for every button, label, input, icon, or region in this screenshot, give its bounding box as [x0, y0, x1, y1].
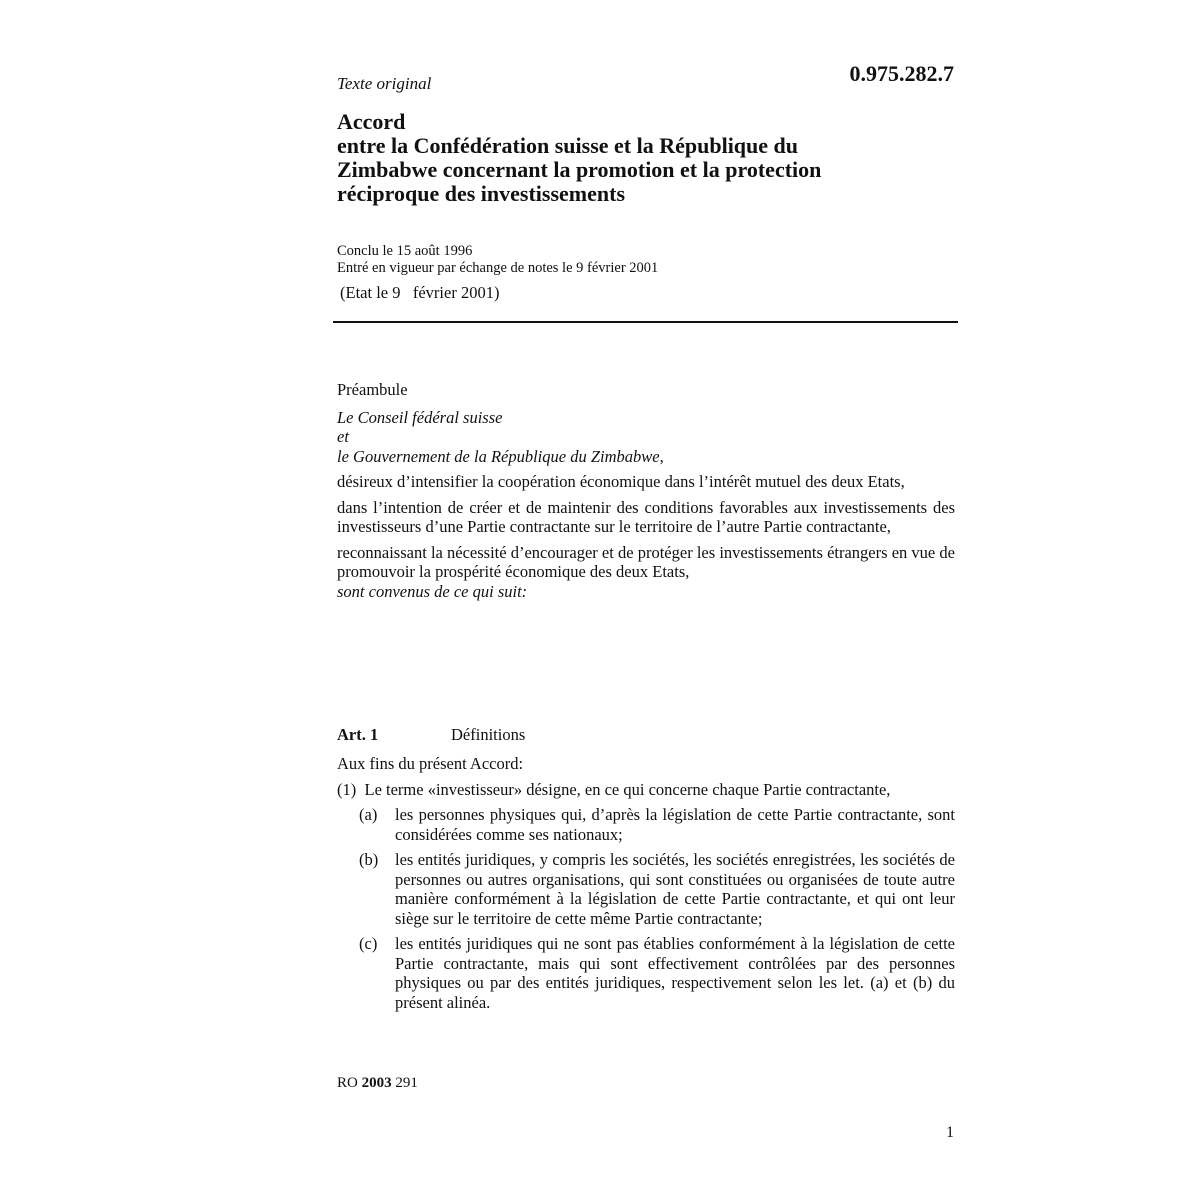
preamble-closing: sont convenus de ce qui suit:	[337, 581, 528, 601]
document-origin-label: Texte original	[337, 74, 432, 93]
list-item-label: (a)	[359, 805, 378, 824]
list-item-text: les personnes physiques qui, d’après la législation de cette Partie contractante, sont considérées comme ses nationaux;	[395, 805, 955, 844]
title-line: entre la Confédération suisse et la République du	[337, 133, 799, 158]
list-item-label: (c)	[359, 934, 378, 953]
preamble-paragraph: reconnaissant la nécessité d’encourager et de protéger les investissements étrangers en vue de promouvoir la prospérité économique des deux Etats,	[337, 542, 955, 581]
list-item	[337, 934, 955, 1012]
preamble-heading: Préambule	[337, 380, 408, 399]
party-one: Le Conseil fédéral suisse	[337, 407, 503, 427]
preamble-section	[337, 380, 955, 601]
page-number: 1	[946, 1124, 954, 1141]
article-number: Art. 1	[337, 725, 379, 744]
document-title	[337, 110, 957, 206]
list-item	[337, 805, 955, 844]
title-line: réciproque des investissements	[337, 181, 626, 206]
article-heading	[337, 725, 525, 745]
article-body	[337, 754, 955, 1012]
preamble-paragraph: dans l’intention de créer et de maintenir des conditions favorables aux investissements des investisseurs d’une Partie contractante sur le territoire de l’autre Partie contractante,	[337, 497, 955, 536]
title-line: Accord	[337, 109, 406, 134]
ro-prefix: RO	[337, 1075, 362, 1091]
status-date: (Etat le 9 février 2001)	[340, 283, 500, 302]
sr-number: 0.975.282.7	[849, 61, 954, 86]
concluded-date: Conclu le 15 août 1996	[337, 243, 473, 259]
official-compilation-reference	[337, 1075, 418, 1092]
conjunction: et	[337, 427, 349, 446]
article-paragraph: (1) Le terme «investisseur» désigne, en ce qui concerne chaque Partie contractante,	[337, 779, 891, 799]
party-two: le Gouvernement de la République du Zimbabwe,	[337, 446, 664, 466]
list-item-label: (b)	[359, 850, 379, 869]
ro-year: 2003	[361, 1075, 392, 1091]
header-divider	[333, 321, 958, 323]
preamble-paragraph: désireux d’intensifier la coopération économique dans l’intérêt mutuel des deux Etats,	[337, 472, 905, 491]
ro-page: 291	[391, 1075, 418, 1091]
title-line: Zimbabwe concernant la promotion et la protection	[337, 157, 822, 182]
entry-into-force: Entré en vigueur par échange de notes le 9 février 2001	[337, 260, 659, 276]
article-intro: Aux fins du présent Accord:	[337, 754, 524, 773]
list-item	[337, 850, 955, 928]
list-item-text: les entités juridiques, y compris les sociétés, les sociétés enregistrées, les sociétés de personnes ou autres organisations, qui sont constituées ou organisées de toute autre manière conformément à la législation de cette Partie contractante, et qui ont leur siège sur le territoire de cette même Partie contractante;	[395, 850, 955, 928]
list-item-text: les entités juridiques qui ne sont pas établies conformément à la législation de cette Partie contractante, mais qui sont effectivement contrôlées par des personnes physiques ou par des entités juridiques, respectivement selon les let. (a) et (b) du présent alinéa.	[395, 934, 955, 1012]
document-metadata	[337, 243, 658, 277]
article-title: Définitions	[451, 725, 526, 744]
